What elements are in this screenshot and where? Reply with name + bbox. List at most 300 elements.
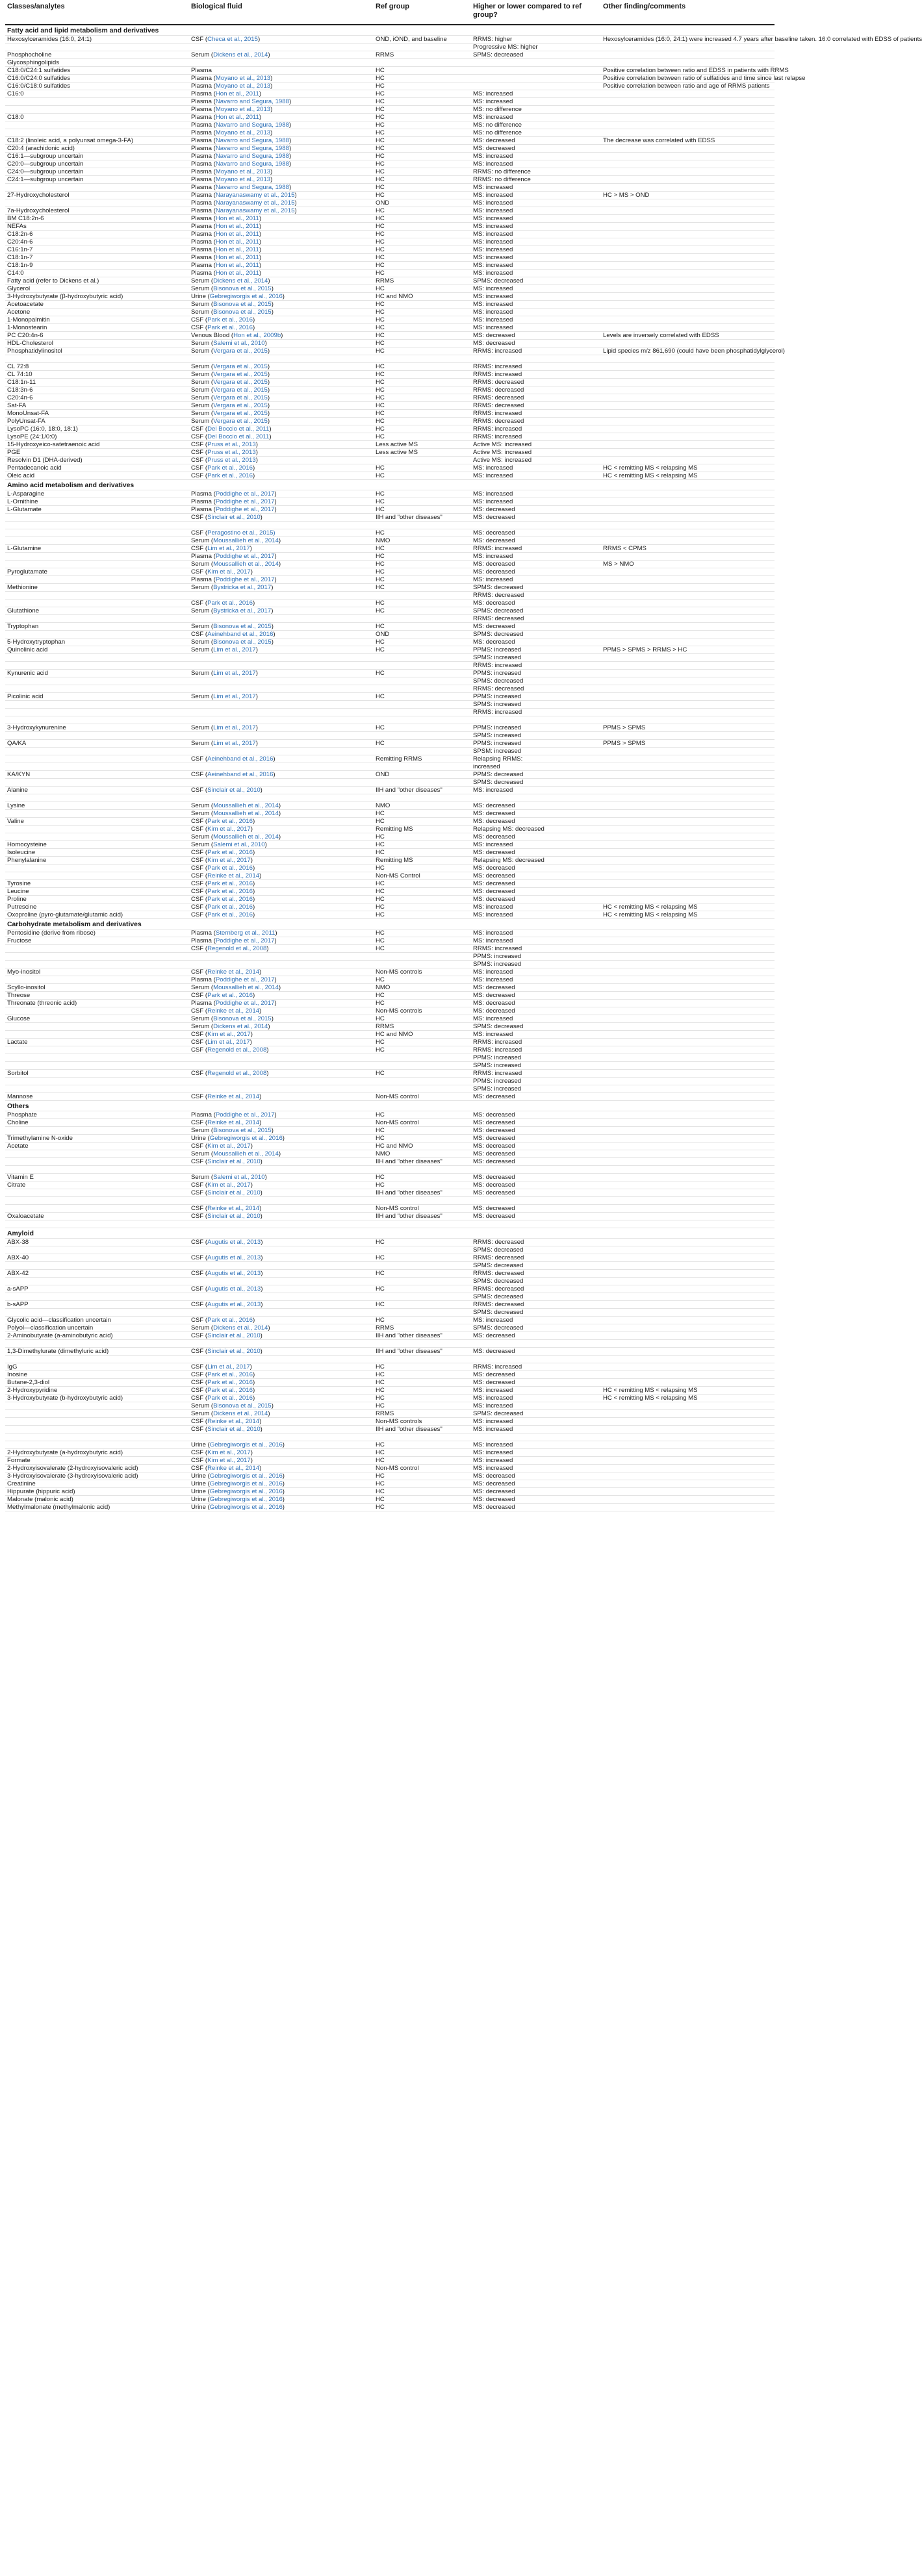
table-row (5, 410, 775, 418)
table-row (5, 670, 775, 677)
direction-cell: MS: increased (471, 464, 601, 472)
reference-link[interactable]: Moussallieh et al., 2014 (213, 1150, 279, 1157)
table-row (5, 433, 775, 441)
ref-group-cell: HC (374, 363, 471, 371)
reference-link[interactable]: Park et al., 2016 (207, 903, 253, 911)
table-row (5, 654, 775, 662)
reference-link[interactable]: Hon et al., 2011 (215, 262, 259, 269)
table-row (5, 98, 775, 106)
ref-group-cell (374, 654, 471, 662)
analyte-cell: 3-Hydroxykynurenine (5, 724, 189, 732)
reference-link[interactable]: Bisonova et al., 2015 (213, 1402, 272, 1409)
reference-link[interactable]: Park et al., 2016 (207, 472, 253, 479)
reference-link[interactable]: Sternberg et al., 2011 (215, 929, 275, 937)
reference-link[interactable]: Vergara et al., 2015 (213, 418, 268, 425)
comment-cell (601, 514, 775, 522)
reference-link[interactable]: Salemi et al., 2010 (213, 340, 265, 347)
reference-link[interactable]: Bystricka et al., 2017 (213, 584, 272, 591)
ref-group-cell: HC (374, 865, 471, 872)
reference-link[interactable]: Peragostino et al., 2015) (207, 529, 275, 537)
reference-link[interactable]: Del Boccio et al., 2011 (207, 425, 270, 433)
reference-link[interactable]: Narayanaswamy et al., 2015 (215, 207, 295, 214)
reference-link[interactable]: Sinclair et al., 2010 (207, 514, 261, 521)
reference-link[interactable]: Kim et al., 2017 (207, 1457, 251, 1464)
reference-link[interactable]: Gebregiworgis et al., 2016 (209, 1135, 283, 1142)
reference-link[interactable]: Dickens et al., 2014 (213, 277, 268, 284)
reference-link[interactable]: Park et al., 2016 (207, 464, 253, 472)
fluid-label: Serum ( (191, 802, 214, 809)
reference-link[interactable]: Park et al., 2016 (207, 324, 253, 331)
table-row (5, 1441, 775, 1449)
reference-link[interactable]: Park et al., 2016 (207, 600, 253, 607)
reference-link[interactable]: Regenold et al., 2008 (207, 1046, 267, 1054)
fluid-cell (189, 1363, 374, 1371)
reference-link[interactable]: Sinclair et al., 2010 (207, 1189, 261, 1196)
reference-link[interactable]: Reinke et al., 2014 (207, 1119, 260, 1126)
fluid-cell (189, 270, 374, 277)
reference-link[interactable]: Park et al., 2016 (207, 316, 253, 323)
reference-link[interactable]: Hon et al., 2011 (215, 223, 259, 230)
comment-cell (601, 1220, 775, 1228)
fluid-label: Urine ( (191, 1488, 210, 1495)
reference-link[interactable]: Bisonova et al., 2015 (213, 309, 272, 316)
ref-group-cell: HC (374, 841, 471, 849)
table-row (5, 402, 775, 410)
reference-link[interactable]: Navarro and Segura, 1988 (215, 184, 289, 191)
ref-group-cell: HC (374, 1371, 471, 1379)
reference-link[interactable]: Augutis et al., 2013 (207, 1239, 261, 1246)
reference-link[interactable]: Moussallieh et al., 2014 (213, 802, 279, 809)
reference-link[interactable]: Moyano et al., 2013 (215, 75, 271, 82)
reference-link[interactable]: Sinclair et al., 2010 (207, 1213, 261, 1220)
reference-link[interactable]: Park et al., 2016 (207, 865, 253, 872)
table-row (5, 285, 775, 293)
ref-group-cell (374, 709, 471, 716)
reference-link[interactable]: Pruss et al., 2013 (207, 457, 256, 464)
reference-close: ) (252, 1387, 255, 1394)
fluid-cell (189, 457, 374, 464)
fluid-label: Plasma ( (191, 137, 216, 144)
fluid-cell (189, 1418, 374, 1426)
reference-link[interactable]: Moyano et al., 2013 (215, 106, 271, 113)
comment-cell (601, 607, 775, 615)
reference-link[interactable]: Moussallieh et al., 2014 (213, 984, 279, 991)
reference-link[interactable]: Augutis et al., 2013 (207, 1301, 261, 1308)
reference-link[interactable]: Reinke et al., 2014 (207, 1007, 260, 1015)
section-title: Fatty acid and lipid metabolism and derivatives (5, 25, 775, 36)
reference-link[interactable]: Poddighe et al., 2017 (215, 937, 275, 944)
reference-close: ) (252, 472, 255, 479)
ref-group-cell: HC (374, 160, 471, 168)
analyte-cell: Phosphate (5, 1111, 189, 1119)
reference-link[interactable]: Park et al., 2016 (207, 880, 253, 887)
fluid-cell (189, 545, 374, 553)
fluid-cell (189, 1472, 374, 1480)
reference-link[interactable]: Kim et al., 2017 (207, 857, 251, 864)
analyte-cell: CL 74:10 (5, 371, 189, 379)
fluid-cell (189, 1158, 374, 1166)
fluid-cell (189, 1324, 374, 1332)
analyte-cell: C16:0/C18:0 sulfatides (5, 82, 189, 90)
comment-cell: HC < remitting MS < relapsing MS (601, 911, 775, 919)
comment-cell (601, 1317, 775, 1324)
reference-link[interactable]: Kim et al., 2017 (207, 1143, 251, 1150)
analyte-cell: Leucine (5, 888, 189, 896)
analyte-cell (5, 1262, 189, 1270)
reference-link[interactable]: Pruss et al., 2013 (207, 441, 256, 448)
reference-link[interactable]: Augutis et al., 2013 (207, 1254, 261, 1261)
reference-link[interactable]: Lim et al., 2017 (207, 1363, 250, 1370)
reference-link[interactable]: Gebregiworgis et al., 2016 (209, 1504, 283, 1511)
reference-link[interactable]: Del Boccio et al., 2011 (207, 433, 270, 440)
fluid-label: CSF ( (191, 1007, 208, 1015)
fluid-label: Serum ( (191, 386, 214, 394)
comment-cell (601, 293, 775, 301)
direction-cell: RRMS: increased (471, 1046, 601, 1054)
reference-link[interactable]: Moyano et al., 2013 (215, 168, 271, 175)
reference-link[interactable]: Bisonova et al., 2015 (213, 1127, 272, 1134)
fluid-cell (189, 309, 374, 316)
fluid-label: Serum ( (191, 623, 214, 630)
reference-link[interactable]: Moussallieh et al., 2014 (213, 833, 279, 840)
ref-group-cell: IIH and "other diseases" (374, 1426, 471, 1433)
fluid-cell (189, 1166, 374, 1174)
ref-group-cell: HC (374, 285, 471, 293)
table-row (5, 425, 775, 433)
analyte-cell (5, 576, 189, 584)
reference-link[interactable]: Kim et al., 2017 (207, 826, 251, 833)
reference-link[interactable]: Kim et al., 2017 (207, 1449, 251, 1456)
fluid-label: Serum ( (191, 1127, 214, 1134)
table-row (5, 748, 775, 755)
reference-close: ) (255, 441, 258, 448)
reference-link[interactable]: Vergara et al., 2015 (213, 410, 268, 417)
reference-close: ) (278, 802, 281, 809)
reference-link[interactable]: Moussallieh et al., 2014 (213, 810, 279, 817)
ref-group-cell: Non-MS control (374, 1465, 471, 1472)
reference-link[interactable]: Navarro and Segura, 1988 (215, 137, 289, 144)
reference-link[interactable]: Hon et al., 2011 (215, 246, 259, 253)
reference-link[interactable]: Kim et al., 2017 (207, 1181, 251, 1189)
comment-cell (601, 849, 775, 857)
reference-link[interactable]: Reinke et al., 2014 (207, 968, 260, 976)
reference-close: ) (267, 410, 270, 417)
fluid-cell (189, 763, 374, 771)
comment-cell (601, 1078, 775, 1085)
reference-link[interactable]: Moyano et al., 2013 (215, 129, 271, 136)
analyte-cell (5, 98, 189, 106)
reference-link[interactable]: Vergara et al., 2015 (213, 402, 268, 409)
fluid-cell (189, 1078, 374, 1085)
fluid-cell (189, 716, 374, 724)
table-row (5, 1395, 775, 1402)
reference-link[interactable]: Hon et al., 2011 (215, 90, 259, 97)
fluid-label: CSF ( (191, 945, 208, 952)
reference-link[interactable]: Navarro and Segura, 1988 (215, 98, 289, 105)
analyte-cell: Sorbitol (5, 1070, 189, 1078)
comment-cell (601, 1465, 775, 1472)
reference-link[interactable]: Hon et al., 2009b (233, 332, 281, 339)
reference-link[interactable]: Vergara et al., 2015 (213, 379, 268, 386)
reference-link[interactable]: Salemi et al., 2010 (213, 841, 265, 848)
reference-link[interactable]: Bisonova et al., 2015 (213, 285, 272, 292)
reference-link[interactable]: Hon et al., 2011 (215, 254, 259, 261)
fluid-label: Serum ( (191, 402, 214, 409)
reference-link[interactable]: Checa et al., 2015 (207, 36, 258, 43)
comment-cell (601, 449, 775, 457)
table-row (5, 1465, 775, 1472)
fluid-cell (189, 529, 374, 537)
analyte-cell: C20:4 (arachidonic acid) (5, 145, 189, 153)
direction-cell: SPMS: increased (471, 1062, 601, 1070)
analyte-cell (5, 1220, 189, 1228)
reference-close: ) (267, 363, 270, 370)
reference-link[interactable]: Narayanaswamy et al., 2015 (215, 199, 295, 207)
direction-cell: MS: increased (471, 160, 601, 168)
reference-link[interactable]: Bisonova et al., 2015 (213, 638, 272, 646)
reference-link[interactable]: Park et al., 2016 (207, 992, 253, 999)
reference-link[interactable]: Gebregiworgis et al., 2016 (209, 1441, 283, 1448)
reference-link[interactable]: Reinke et al., 2014 (207, 1418, 260, 1425)
comment-cell (601, 1039, 775, 1046)
reference-link[interactable]: Reinke et al., 2014 (207, 1093, 260, 1100)
reference-link[interactable]: Hon et al., 2011 (215, 215, 259, 222)
fluid-label: Serum ( (191, 394, 214, 401)
direction-cell: RRMS: decreased (471, 592, 601, 600)
reference-link[interactable]: Salemi et al., 2010 (213, 1174, 265, 1181)
table-row (5, 638, 775, 646)
direction-cell: MS: increased (471, 262, 601, 270)
reference-close: ) (252, 600, 255, 607)
reference-link[interactable]: Park et al., 2016 (207, 1317, 253, 1324)
reference-link[interactable]: Vergara et al., 2015 (213, 363, 268, 370)
analyte-cell (5, 1078, 189, 1085)
reference-link[interactable]: Lim et al., 2017 (213, 740, 256, 747)
reference-link[interactable]: Bystricka et al., 2017 (213, 607, 272, 614)
comment-cell (601, 441, 775, 449)
reference-link[interactable]: Lim et al., 2017 (213, 724, 256, 731)
reference-link[interactable]: Kim et al., 2017 (207, 1031, 251, 1038)
ref-group-cell: HC (374, 379, 471, 386)
reference-link[interactable]: Navarro and Segura, 1988 (215, 160, 289, 168)
fluid-label: Plasma ( (191, 114, 216, 121)
table-row (5, 888, 775, 896)
analyte-cell (5, 537, 189, 545)
fluid-cell (189, 340, 374, 347)
reference-close: ) (274, 490, 277, 498)
table-row (5, 826, 775, 833)
analyte-cell (5, 1402, 189, 1410)
analyte-cell: Pentosidine (derive from ribose) (5, 929, 189, 937)
analyte-cell (5, 522, 189, 529)
comment-cell (601, 129, 775, 137)
table-row (5, 106, 775, 114)
fluid-label: Plasma ( (191, 199, 216, 207)
analyte-cell (5, 1046, 189, 1054)
reference-close: ) (282, 1441, 285, 1448)
reference-link[interactable]: Vergara et al., 2015 (213, 371, 268, 378)
analyte-cell: 5-Hydroxytryptophan (5, 638, 189, 646)
reference-link[interactable]: Sinclair et al., 2010 (207, 1332, 261, 1339)
reference-link[interactable]: Poddighe et al., 2017 (215, 1111, 275, 1118)
reference-link[interactable]: Dickens et al., 2014 (213, 1410, 268, 1417)
reference-link[interactable]: Regenold et al., 2008 (207, 945, 267, 952)
fluid-label: CSF ( (191, 1093, 208, 1100)
reference-link[interactable]: Park et al., 2016 (207, 1387, 253, 1394)
reference-link[interactable]: Aeinehband et al., 2016 (207, 771, 274, 778)
fluid-label: CSF ( (191, 324, 208, 331)
reference-link[interactable]: Gebregiworgis et al., 2016 (209, 1480, 283, 1487)
reference-link[interactable]: Sinclair et al., 2010 (207, 1348, 261, 1355)
reference-link[interactable]: Moyano et al., 2013 (215, 82, 271, 90)
reference-close: ) (259, 872, 262, 879)
reference-link[interactable]: Hon et al., 2011 (215, 231, 259, 238)
reference-close: ) (267, 379, 270, 386)
reference-link[interactable]: Moussallieh et al., 2014 (213, 537, 279, 544)
reference-link[interactable]: Vergara et al., 2015 (213, 394, 268, 401)
reference-link[interactable]: Bisonova et al., 2015 (213, 623, 272, 630)
direction-cell: RRMS: decreased (471, 1285, 601, 1293)
reference-link[interactable]: Lim et al., 2017 (207, 545, 250, 552)
reference-link[interactable]: Vergara et al., 2015 (213, 386, 268, 394)
reference-close: ) (267, 386, 270, 394)
reference-link[interactable]: Poddighe et al., 2017 (215, 1000, 275, 1007)
analyte-cell: Oxaloacetate (5, 1213, 189, 1220)
reference-link[interactable]: Park et al., 2016 (207, 1379, 253, 1386)
reference-link[interactable]: Reinke et al., 2014 (207, 1205, 260, 1212)
reference-link[interactable]: Park et al., 2016 (207, 888, 253, 895)
comment-cell (601, 937, 775, 945)
reference-link[interactable]: Moyano et al., 2013 (215, 176, 271, 183)
fluid-label: Plasma (191, 67, 212, 74)
comment-cell (601, 929, 775, 937)
reference-link[interactable]: Poddighe et al., 2017 (215, 490, 275, 498)
ref-group-cell: HC (374, 1395, 471, 1402)
analyte-cell: Trimethylamine N-oxide (5, 1135, 189, 1143)
reference-link[interactable]: Park et al., 2016 (207, 849, 253, 856)
reference-link[interactable]: Lim et al., 2017 (213, 693, 256, 700)
reference-link[interactable]: Vergara et al., 2015 (213, 347, 268, 355)
reference-link[interactable]: Dickens et al., 2014 (213, 1023, 268, 1030)
ref-group-cell: HC (374, 371, 471, 379)
table-row (5, 1340, 775, 1348)
reference-link[interactable]: Park et al., 2016 (207, 1371, 253, 1378)
table-row (5, 1150, 775, 1158)
fluid-label: CSF ( (191, 880, 208, 887)
analyte-cell: Glucose (5, 1015, 189, 1023)
reference-link[interactable]: Lim et al., 2017 (213, 670, 256, 677)
reference-link[interactable]: Reinke et al., 2014 (207, 1465, 260, 1472)
reference-link[interactable]: Bisonova et al., 2015 (213, 1015, 272, 1022)
reference-link[interactable]: Sinclair et al., 2010 (207, 1426, 261, 1433)
reference-link[interactable]: Poddighe et al., 2017 (215, 553, 275, 560)
fluid-label: Serum ( (191, 309, 214, 316)
direction-cell: MS: decreased (471, 1119, 601, 1127)
reference-link[interactable]: Dickens et al., 2014 (213, 1324, 268, 1332)
fluid-cell (189, 787, 374, 794)
ref-group-cell (374, 1246, 471, 1254)
fluid-cell (189, 1111, 374, 1119)
reference-link[interactable]: Moussallieh et al., 2014 (213, 561, 279, 568)
reference-link[interactable]: Poddighe et al., 2017 (215, 506, 275, 513)
analyte-cell (5, 1166, 189, 1174)
reference-link[interactable]: Reinke et al., 2014 (207, 872, 260, 879)
ref-group-cell (374, 763, 471, 771)
direction-cell: MS: decreased (471, 568, 601, 576)
reference-link[interactable]: Gebregiworgis et al., 2016 (209, 293, 283, 300)
reference-link[interactable]: Park et al., 2016 (207, 1395, 253, 1402)
comment-cell (601, 121, 775, 129)
reference-link[interactable]: Navarro and Segura, 1988 (215, 145, 289, 152)
comment-cell (601, 693, 775, 701)
reference-link[interactable]: Kim et al., 2017 (207, 568, 251, 575)
fluid-label: CSF ( (191, 992, 208, 999)
reference-link[interactable]: Navarro and Segura, 1988 (215, 121, 289, 129)
analyte-cell (5, 953, 189, 961)
reference-link[interactable]: Poddighe et al., 2017 (215, 976, 275, 983)
comment-cell (601, 254, 775, 262)
direction-cell: MS: decreased (471, 1488, 601, 1496)
reference-link[interactable]: Lim et al., 2017 (213, 646, 256, 653)
table-row (5, 771, 775, 779)
reference-link[interactable]: Park et al., 2016 (207, 896, 253, 903)
reference-close: ) (250, 568, 253, 575)
reference-link[interactable]: Gebregiworgis et al., 2016 (209, 1472, 283, 1480)
reference-link[interactable]: Navarro and Segura, 1988 (215, 153, 289, 160)
reference-link[interactable]: Park et al., 2016 (207, 911, 253, 918)
analyte-cell (5, 945, 189, 953)
reference-link[interactable]: Augutis et al., 2013 (207, 1285, 261, 1293)
reference-link[interactable]: Poddighe et al., 2017 (215, 576, 275, 583)
analyte-cell: Fructose (5, 937, 189, 945)
reference-close: ) (270, 176, 273, 183)
reference-link[interactable]: Regenold et al., 2008 (207, 1070, 267, 1077)
reference-link[interactable]: Aeinehband et al., 2016 (207, 755, 274, 763)
direction-cell (471, 1197, 601, 1205)
ref-group-cell (374, 457, 471, 464)
reference-link[interactable]: Hon et al., 2011 (215, 238, 259, 246)
reference-link[interactable]: Poddighe et al., 2017 (215, 498, 275, 505)
table-row (5, 75, 775, 82)
reference-link[interactable]: Narayanaswamy et al., 2015 (215, 192, 295, 199)
comment-cell (601, 425, 775, 433)
reference-link[interactable]: Bisonova et al., 2015 (213, 301, 272, 308)
reference-link[interactable]: Hon et al., 2011 (215, 270, 259, 277)
reference-link[interactable]: Hon et al., 2011 (215, 114, 259, 121)
direction-cell: MS: increased (471, 903, 601, 911)
reference-close: ) (260, 1348, 263, 1355)
reference-link[interactable]: Lim et al., 2017 (207, 1039, 250, 1046)
reference-link[interactable]: Gebregiworgis et al., 2016 (209, 1488, 283, 1495)
reference-link[interactable]: Park et al., 2016 (207, 818, 253, 825)
table-row (5, 1039, 775, 1046)
reference-close: ) (288, 121, 292, 129)
analyte-cell: C20:4n-6 (5, 238, 189, 246)
reference-link[interactable]: Sinclair et al., 2010 (207, 787, 261, 794)
ref-group-cell: HC (374, 600, 471, 607)
reference-link[interactable]: Dickens et al., 2014 (213, 51, 268, 58)
header-classes: Classes/analytes (5, 0, 189, 25)
table-row (5, 270, 775, 277)
reference-link[interactable]: Gebregiworgis et al., 2016 (209, 1496, 283, 1503)
reference-link[interactable]: Augutis et al., 2013 (207, 1270, 261, 1277)
reference-link[interactable]: Pruss et al., 2013 (207, 449, 256, 456)
direction-cell: MS: increased (471, 968, 601, 976)
reference-link[interactable]: Sinclair et al., 2010 (207, 1158, 261, 1165)
direction-cell: RRMS: decreased (471, 418, 601, 425)
fluid-label: Plasma ( (191, 576, 216, 583)
reference-link[interactable]: Aeinehband et al., 2016 (207, 631, 274, 638)
